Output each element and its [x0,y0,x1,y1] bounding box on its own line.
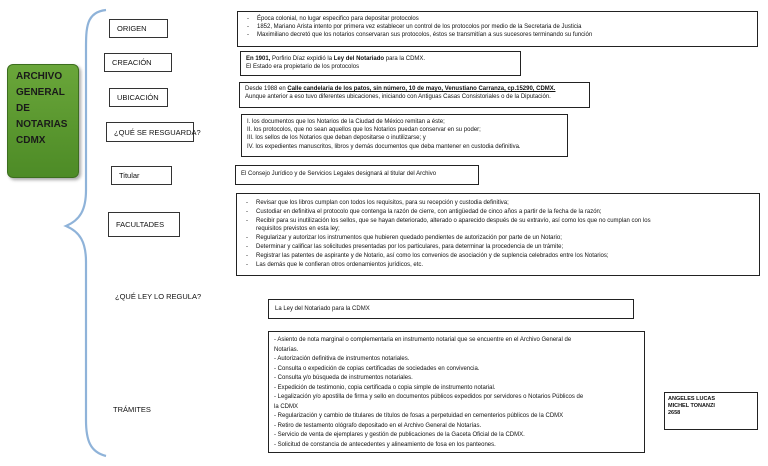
creacion-line-1 [246,55,515,63]
tramites-item: - Retiro de testamento ológrafo depositado en el Archivo General de Notarías. [274,422,482,429]
resguarda-item: III. los sellos de los Notarios que deban depositarse o inutilizarse; y [247,135,426,142]
resguarda-box [241,114,568,157]
label-tramites-text: TRÁMITES [113,404,151,414]
title-box [7,64,79,178]
tramites-item: la CDMX [274,403,299,410]
origen-item: - Época colonial, no lugar especifico para depositar protocolos [257,15,752,23]
tramites-item: - Legalización y/o apostilla de firma y sello en documentos públicos expedidos por servidores o Notarios Públicos de [274,394,584,400]
label-facultades-text: FACULTADES [116,220,165,229]
author-line: MICHEL TONANZI [668,403,715,409]
ubicacion-box [239,82,590,108]
facultades-item: - Registrar las patentes de aspirante y de Notario, así como los convenios de asociación y de suplencia celebrados entre los Notarios; [256,252,754,261]
origen-item: - 1852, Mariano Arista intento por primera vez establecer un control de los protocolos por medio de la Secretaria de Justicia [257,23,752,31]
title-line: GENERAL [16,87,65,98]
origen-item: - Maximiliano decretó que los notarios conservaran sus protocolos, éstos se transmitían a sus sucesores terminando su función [257,31,752,39]
ley-text: La Ley del Notariado para la CDMX [275,306,370,312]
label-ubicacion-text: UBICACIÓN [117,93,159,102]
label-facultades [108,212,180,237]
label-origen [109,19,168,38]
facultades-item: - Recibir para su inutilización los sellos, que se hayan deteriorado, alterado o aparecido después de su extravío, así como los que no cumplan con los [256,217,754,226]
facultades-item: - Determinar y calificar las solicitudes presentadas por los particulares, para determinar la procedencia de un trámite; [256,243,754,252]
label-titular-text: Titular [119,171,140,180]
title-line: ARCHIVO [16,71,63,82]
label-tramites [110,401,170,417]
resguarda-item: IV. los expedientes manuscritos, libros y demás documentos que deba mantener en custodia definitiva. [247,143,521,150]
tramites-item: - Consulta o expedición de copias certificadas de sociedades en convivencia. [274,365,480,372]
tramites-item: - Solicitud de constancia de antecedentes y alineamiento de fosa en los panteones. [274,441,496,448]
creacion-line-2: El Estado era propietario de los protocolos [246,64,360,71]
tramites-box [268,331,645,453]
ubicacion-pre: Desde 1988 en [245,86,288,92]
origen-box [237,11,758,47]
ley-box [268,299,634,319]
titular-box [235,165,479,185]
creacion-end: para la CDMX. [384,56,426,62]
label-origen-text: ORIGEN [117,24,147,33]
creacion-box [240,51,521,76]
creacion-law: Ley del Notariado [333,56,385,62]
resguarda-item: I. los documentos que los Notarios de la Ciudad de México remitan a éste; [247,119,445,125]
label-ley-text: ¿QUÉ LEY LO REGULA? [115,291,202,301]
title-line: DE [16,103,30,114]
label-resguarda-text: ¿QUÉ SE RESGUARDA? [114,127,201,137]
label-creacion-text: CREACIÓN [112,58,152,67]
tramites-item: - Asiento de nota marginal o complementaria en instrumento notarial que se encuentre en el Archivo General de [274,337,572,343]
tramites-item: - Regularización y cambio de titulares de títulos de fosas a perpetuidad en cementerios públicos de la CDMX [274,413,564,419]
facultades-item-cont: requisitos previstos en esta ley; [256,226,340,233]
facultades-item: - Custodiar en definitiva el protocolo que contenga la razón de cierre, con antigüedad de cinco años a partir de la fecha de la razón; [256,208,754,217]
creacion-year: En 1901, [246,56,271,62]
ubicacion-line-2: Aunque anterior a eso tuvo diferentes ubicaciones, iniciando con Antiguas Casas Consistoriales o de la Diputación. [245,94,551,101]
author-line: 2658 [668,410,681,416]
tramites-item: - Servicio de venta de ejemplares y gestión de publicaciones de la Gaceta Oficial de la CDMX. [274,432,525,438]
title-line: CDMX [16,135,46,146]
author-line: ANGELES LUCAS [668,396,716,402]
tramites-item: - Consulta y/o búsqueda de instrumentos notariales. [274,375,413,381]
label-ubicacion [109,88,168,107]
tramites-item: - Expedición de testimonio, copia certificada o copia simple de instrumento notarial. [274,384,496,391]
label-creacion [104,53,172,72]
creacion-mid: Porfirio Díaz expidió la [270,56,334,62]
author-box [664,392,758,430]
ubicacion-line-1 [245,85,584,93]
facultades-item: - Las demás que le confieran otros ordenamientos jurídicos, etc. [256,261,754,270]
facultades-item: - Regularizar y autorizar los instrumentos que hubieren quedado pendientes de autorización por parte de un Notario; [256,234,754,243]
title-line: NOTARIAS [16,119,68,130]
facultades-box [236,193,760,276]
ubicacion-address: Calle candelaria de los patos, sin número, 10 de mayo, Venustiano Carranza, cp.15290, CDMX. [287,86,556,92]
label-resguarda [106,122,201,142]
label-ley [112,288,222,304]
tramites-item: Notarías. [274,346,299,353]
facultades-item: - Revisar que los libros cumplan con todos los requisitos, para su recepción y custodia definitiva; [256,199,754,208]
resguarda-item: II. los protocolos, que no sean aquellos que los Notarios puedan conservar en su poder; [247,127,481,134]
label-titular [111,166,172,185]
titular-text: El Consejo Jurídico y de Servicios Legales designará al titular del Archivo [241,171,437,177]
tramites-item: - Autorización definitiva de instrumentos notariales. [274,356,410,362]
